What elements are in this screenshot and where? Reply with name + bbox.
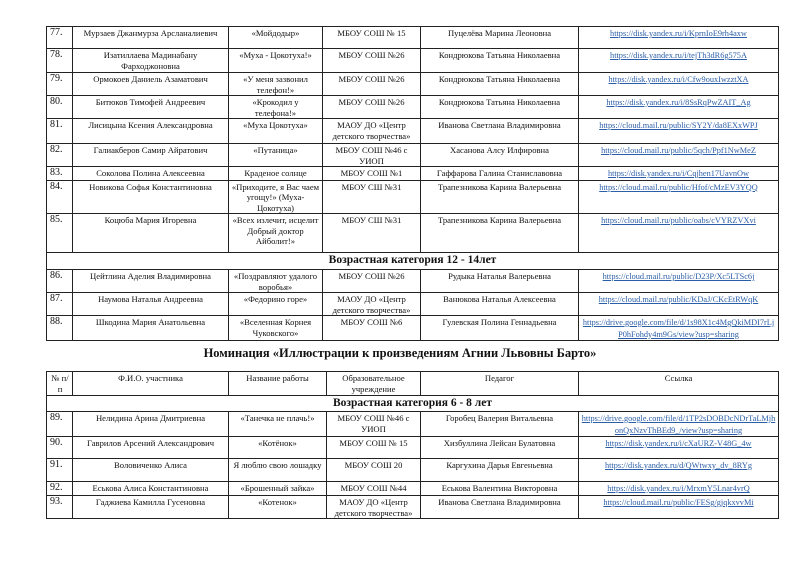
school: МБОУ СШ №31 — [323, 180, 421, 214]
participant-name: Лисицына Ксения Александровна — [73, 119, 229, 144]
row-number: 93. — [47, 496, 73, 519]
row-number: 78. — [47, 49, 73, 73]
participant-name: Новикова Софья Константиновна — [73, 180, 229, 214]
link[interactable]: https://cloud.mail.ru/public/Hfof/cMzEV3YQQ — [599, 182, 758, 192]
work-title: Я люблю свою лошадку — [229, 459, 327, 482]
link[interactable]: https://cloud.mail.ru/public/D23P/Xc5LTSc6j — [602, 272, 755, 281]
link[interactable]: https://disk.yandex.ru/i/KprnIoE9rh4axw — [610, 29, 747, 38]
table-row — [47, 49, 779, 73]
link[interactable]: https://cloud.mail.ru/public/KDaJ/CKcEtRWqK — [598, 295, 759, 304]
link[interactable]: https://disk.yandex.ru/i/8SsRqPwZAIT_Ag — [606, 98, 751, 107]
teacher: Гаффарова Галина Станиславовна — [421, 167, 579, 181]
table-row — [47, 96, 779, 119]
work-title: «Танечка не плачь!» — [229, 412, 327, 437]
teacher: Горобец Валерия Витальевна — [421, 412, 579, 437]
table-row — [47, 437, 779, 459]
work-title: «Мойдодыр» — [229, 27, 323, 49]
table-row — [47, 73, 779, 96]
work-title: «Муха - Цокотуха!» — [229, 49, 323, 73]
participant-name: Гаврилов Арсений Александрович — [73, 437, 229, 459]
row-number: 85. — [47, 214, 73, 253]
school: МАОУ ДО «Центр детского творчества» — [327, 496, 421, 519]
teacher: Хасанова Алсу Илфировна — [421, 144, 579, 167]
participant-name: Еськова Алиса Константиновна — [73, 482, 229, 496]
participant-name: Нелидина Арина Дмитриевна — [73, 412, 229, 437]
link[interactable]: https://drive.google.com/file/d/1TP2sDOBDcNDrTaLMjhonQxNzvThBEd9_/view?usp=sharing — [581, 414, 776, 435]
table-row — [47, 119, 779, 144]
table-header-row — [47, 372, 779, 396]
link[interactable]: https://disk.yandex.ru/i/Cfw9ouxIwzztXA — [608, 75, 749, 84]
school: МБОУ СОШ №46 с УИОП — [323, 144, 421, 167]
school: МБОУ СОШ №26 — [323, 270, 421, 293]
school: МБОУ СОШ №1 — [323, 167, 421, 181]
row-number: 86. — [47, 270, 73, 293]
row-number: 82. — [47, 144, 73, 167]
school: МБОУ СОШ 20 — [327, 459, 421, 482]
school: МБОУ СОШ №6 — [323, 316, 421, 341]
header-number: № п/п — [47, 372, 73, 396]
school: МАОУ ДО «Центр детского творчества» — [323, 119, 421, 144]
teacher: Кондрюкова Татьяна Николаевна — [421, 96, 579, 119]
work-title: «У меня зазвонил телефон!» — [229, 73, 323, 96]
participant-name: Коцюба Мария Игоревна — [73, 214, 229, 253]
participant-name: Гаджиева Камилла Гусеновна — [73, 496, 229, 519]
teacher: Кондрюкова Татьяна Николаевна — [421, 49, 579, 73]
table-row — [47, 459, 779, 482]
row-number: 83. — [47, 167, 73, 181]
table-row — [47, 412, 779, 437]
participant-name: Битюков Тимофей Андреевич — [73, 96, 229, 119]
school: МБОУ СОШ № 15 — [323, 27, 421, 49]
table-row — [47, 293, 779, 316]
header-name: Ф.И.О. участника — [73, 372, 229, 396]
participant-name: Мурзаев Джанмурза Арсланалиевич — [73, 27, 229, 49]
table-row — [47, 167, 779, 181]
work-title: Краденое солнце — [229, 167, 323, 181]
participants-table-2 — [46, 371, 779, 519]
row-number: 87. — [47, 293, 73, 316]
school: МБОУ СОШ №26 — [323, 96, 421, 119]
teacher: Каргухина Дарья Евгеньевна — [421, 459, 579, 482]
table-row — [47, 180, 779, 214]
teacher: Рудыка Наталья Валерьевна — [421, 270, 579, 293]
participant-name: Галиакберов Самир Айратович — [73, 144, 229, 167]
row-number: 79. — [47, 73, 73, 96]
header-teacher: Педагог — [421, 372, 579, 396]
link[interactable]: https://disk.yandex.ru/i/Cqjhen17UavnOw — [607, 169, 750, 178]
school: МБОУ СОШ №44 — [327, 482, 421, 496]
teacher: Трапезникова Карина Валерьевна — [421, 180, 579, 214]
age-category-heading: Возрастная категория 6 - 8 лет — [47, 396, 779, 412]
link[interactable]: https://disk.yandex.ru/d/QWtwxy_dv_8RYg — [604, 461, 753, 470]
school: МБОУ СОШ №26 — [323, 49, 421, 73]
teacher: Трапезникова Карина Валерьевна — [421, 214, 579, 253]
table-row — [47, 316, 779, 341]
teacher: Пуцелёва Марина Леоновна — [421, 27, 579, 49]
link[interactable]: https://disk.yandex.ru/i/MrxmY5Lnar4vrQ — [607, 484, 750, 493]
link[interactable]: https://drive.google.com/file/d/1s98X1c4MgQkiMDI7rLjP0hFohdy4m9Gs/view?usp=sharing — [582, 318, 775, 339]
table-row — [47, 144, 779, 167]
teacher: Иванова Светлана Владимировна — [421, 119, 579, 144]
participant-name: Ормокоев Даниель Азаматович — [73, 73, 229, 96]
table-row — [47, 270, 779, 293]
row-number: 84. — [47, 180, 73, 214]
work-title: «Котенок» — [229, 496, 327, 519]
row-number: 80. — [47, 96, 73, 119]
header-school: Образовательное учреждение — [327, 372, 421, 396]
work-title: «Федорино горе» — [229, 293, 323, 316]
work-title: «Брошенный зайка» — [229, 482, 327, 496]
table-row — [47, 27, 779, 49]
participants-table-1 — [46, 26, 779, 341]
school: МБОУ СОШ №26 — [323, 73, 421, 96]
school: МБОУ СОШ №46 с УИОП — [327, 412, 421, 437]
table-row — [47, 214, 779, 253]
work-title: «Поздравляют удалого воробья» — [229, 270, 323, 293]
row-number: 88. — [47, 316, 73, 341]
school: МАОУ ДО «Центр детского творчества» — [323, 293, 421, 316]
age-category-row — [47, 396, 779, 412]
row-number: 92. — [47, 482, 73, 496]
participant-name: Воловиченко Алиса — [73, 459, 229, 482]
row-number: 89. — [47, 412, 73, 437]
row-number: 90. — [47, 437, 73, 459]
link[interactable]: https://disk.yandex.ru/i/cXaURZ-V48G_4w — [605, 439, 752, 448]
participant-name: Изатиллаева Мадинабану Фарходжоновна — [73, 49, 229, 73]
work-title: «Приходите, я Вас чаем угощу!» (Муха-Цокотуха) — [229, 180, 323, 214]
link[interactable]: https://cloud.mail.ru/public/FESg/gjqkxvvMi — [603, 498, 754, 507]
work-title: «Путаница» — [229, 144, 323, 167]
participant-name: Наумова Наталья Андреевна — [73, 293, 229, 316]
school: МБОУ СШ №31 — [323, 214, 421, 253]
nomination-title: Номинация «Иллюстрации к произведениям Агнии Львовны Барто» — [203, 346, 597, 360]
participant-name: Шкодина Мария Анатольевна — [73, 316, 229, 341]
link[interactable]: https://cloud.mail.ru/public/SY2Y/da8EXxWPJ — [599, 121, 758, 130]
age-category-row — [47, 253, 779, 270]
teacher: Еськова Валентина Викторовна — [421, 482, 579, 496]
table-row — [47, 496, 779, 519]
teacher: Хизбуллина Лейсан Булатовна — [421, 437, 579, 459]
work-title: «Муха Цокотуха» — [229, 119, 323, 144]
work-title: «Всех излечит, исцелит Добрый доктор Айболит!» — [229, 214, 323, 253]
participant-name: Цейтлина Аделия Владимировна — [73, 270, 229, 293]
teacher: Кондрюкова Татьяна Николаевна — [421, 73, 579, 96]
row-number: 91. — [47, 459, 73, 482]
school: МБОУ СОШ № 15 — [327, 437, 421, 459]
header-link: Ссылка — [579, 372, 779, 396]
work-title: «Котёнок» — [229, 437, 327, 459]
work-title: «Крокодил у телефона!» — [229, 96, 323, 119]
teacher: Иванова Светлана Владимировна — [421, 496, 579, 519]
link[interactable]: https://disk.yandex.ru/i/tejTh3dR6g575A — [610, 51, 747, 60]
header-work: Название работы — [229, 372, 327, 396]
table-row — [47, 482, 779, 496]
row-number: 77. — [47, 27, 73, 49]
row-number: 81. — [47, 119, 73, 144]
link[interactable]: https://cloud.mail.ru/public/5qch/Ppf1NwMeZ — [601, 146, 756, 155]
participant-name: Соколова Полина Алексеевна — [73, 167, 229, 181]
teacher: Гулевская Полина Геннадьевна — [421, 316, 579, 341]
age-category-heading: Возрастная категория 12 - 14лет — [47, 253, 779, 270]
work-title: «Вселенная Корнея Чуковского» — [229, 316, 323, 341]
link[interactable]: https://cloud.mail.ru/public/oabs/cVYRZVXvi — [601, 216, 756, 225]
teacher: Ванюкова Наталья Алексеевна — [421, 293, 579, 316]
